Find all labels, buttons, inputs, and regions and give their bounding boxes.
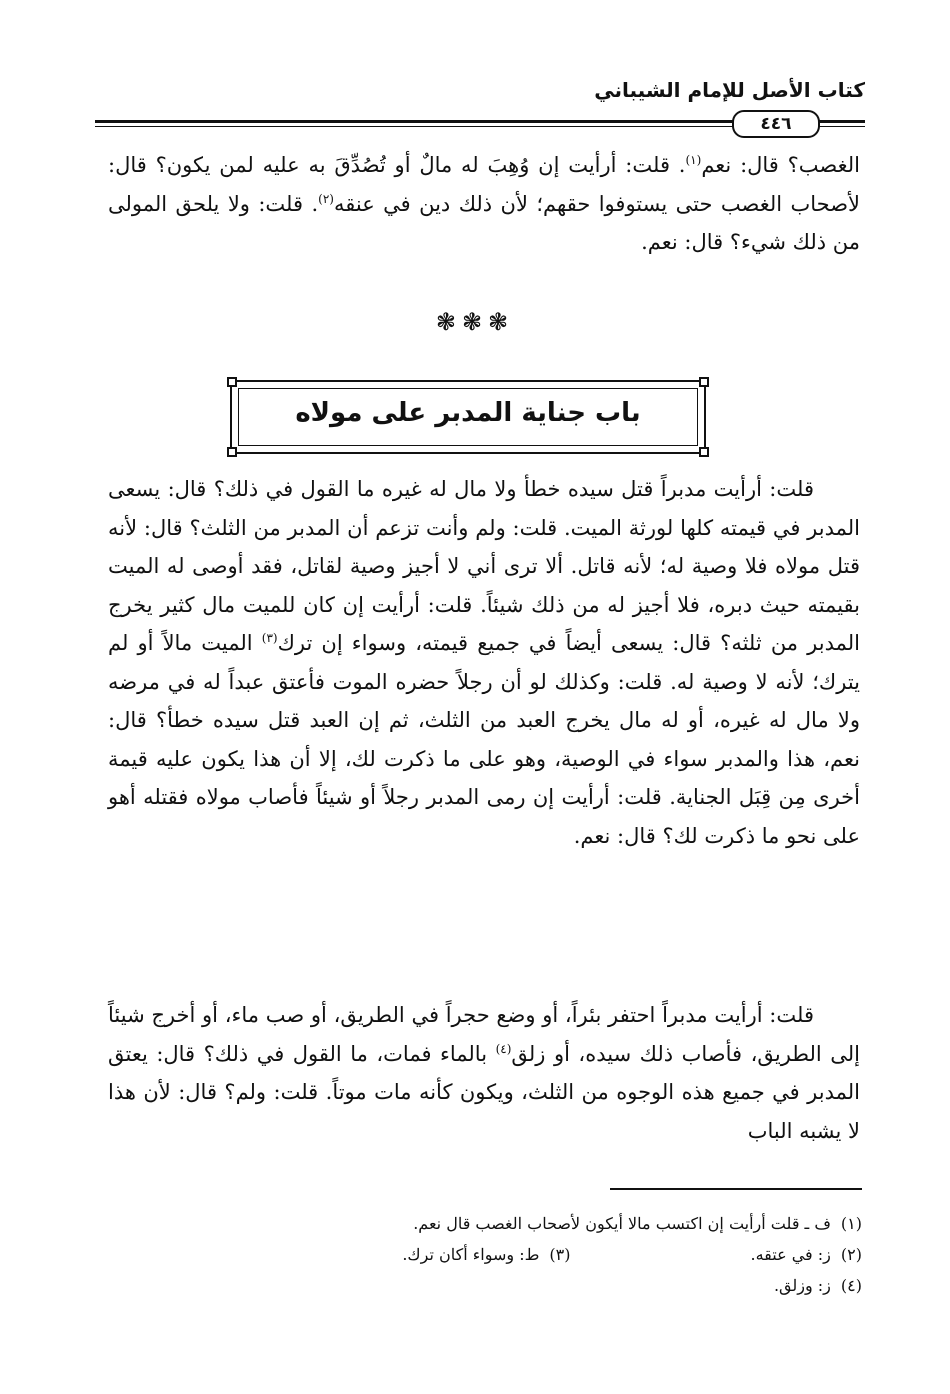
footnote-number: (٤) — [840, 1276, 862, 1295]
footnote-row — [200, 1239, 862, 1270]
frame-corner — [699, 377, 709, 387]
paragraph-1-text-a: قلت: أرأيت مدبراً قتل سيده خطأ ولا مال له غيره ما القول في ذلك؟ قال: يسعى المدبر في قيمته كلها لورثة الميت. قلت: ولم وأنت تزعم أن المدبر من الثلث؟ قال: لأنه قتل مولاه فلا وصية له؛ لأنه قاتل. ألا ترى أني لا أجيز وصية لقاتل، فقد أوصى له الميت بقيمته حيث دبره، فلا أجيز له من ذلك شيئاً. قلت: أرأيت إن كان للميت مال كثير يخرج المدبر من ثلثه؟ قال: يسعى أيضاً في جميع قيمته، وسواء إن ترك — [108, 477, 860, 655]
footnote-ref-1: (١) — [685, 153, 702, 167]
intro-text-3: . قلت: ولا يلحق المولى من ذلك شيء؟ قال: نعم. — [108, 191, 860, 254]
footnotes — [200, 1208, 862, 1301]
footnote-text: ط: وسواء أكان ترك. — [402, 1245, 540, 1264]
paragraph-1 — [108, 470, 860, 855]
footnote-text: ز: في عتقه. — [750, 1245, 831, 1264]
footnote-ref-3: (٣) — [261, 631, 278, 645]
footnote-text: ز: وزلق. — [773, 1276, 831, 1295]
paragraph-2-text-b: بالماء فمات، ما القول في ذلك؟ قال: يعتق المدبر في جميع هذه الوجوه من الثلث، ويكون كأنه مات موتاً. قلت: ولم؟ قال: لأن هذا لا يشبه الباب — [108, 1041, 860, 1143]
paragraph-2-text-a: قلت: أرأيت مدبراً احتفر بئراً، أو وضع حجراً في الطريق، أو صب ماء، أو أخرج شيئاً إلى الطريق، فأصاب ذلك سيده، أو زلق — [108, 1003, 860, 1066]
intro-paragraph — [108, 146, 860, 262]
frame-corner — [227, 377, 237, 387]
book-title: كتاب الأصل للإمام الشيباني — [594, 78, 865, 102]
footnote-number: (٢) — [840, 1245, 862, 1264]
intro-text-2: . قلت: أرأيت إن وُهِبَ له مالٌ أو تُصُدِّقَ به عليه لمن يكون؟ قال: لأصحاب الغصب حتى يستوفوا حقهم؛ لأن ذلك دين في عنقه — [108, 153, 860, 216]
paragraph-2 — [108, 996, 860, 1150]
footnote-number: (٣) — [549, 1245, 571, 1264]
paragraph-1-text-b: الميت مالاً أو لم يترك؛ لأنه لا وصية له. قلت: وكذلك لو أن رجلاً حضره الموت فأعتق عبداً له في مرضه ولا مال له غيره، أو له مال يخرج العبد من الثلث، ثم إن العبد قتل سيده خطأ؟ قال: نعم، هذا والمدبر سواء في الوصية، وهو على ما ذكرت لك، إلا أن هذا يكون عليه قيمة أخرى مِن قِبَل الجناية. قلت: أرأيت إن رمى المدبر رجلاً أو شيئاً فأصاب مولاه فقتله أهو على نحو ما ذكرت لك؟ قال: نعم. — [108, 631, 860, 848]
footnote-ref-4: (٤) — [495, 1041, 512, 1056]
footnote-row — [200, 1270, 862, 1301]
footnote-text: ف ـ قلت أرأيت إن اكتسب مالا أيكون لأصحاب الغصب قال نعم. — [413, 1214, 831, 1233]
intro-text-1: الغصب؟ قال: نعم — [701, 153, 860, 177]
section-separator: ❃❃❃ — [435, 308, 515, 336]
chapter-title: باب جناية المدبر على مولاه — [295, 398, 641, 428]
page-header — [95, 78, 865, 138]
chapter-title-box — [230, 380, 706, 454]
footnote-1 — [413, 1208, 862, 1239]
footnote-row — [200, 1208, 862, 1239]
footnote-ref-2: (٢) — [318, 191, 334, 206]
frame-corner — [699, 447, 709, 457]
footnote-3 — [402, 1239, 570, 1270]
frame-corner — [227, 447, 237, 457]
footnote-4 — [774, 1270, 862, 1301]
page-number: ٤٤٦ — [732, 110, 820, 138]
footnote-2 — [751, 1239, 863, 1270]
footnote-number: (١) — [840, 1214, 862, 1233]
footnote-rule — [610, 1188, 862, 1190]
